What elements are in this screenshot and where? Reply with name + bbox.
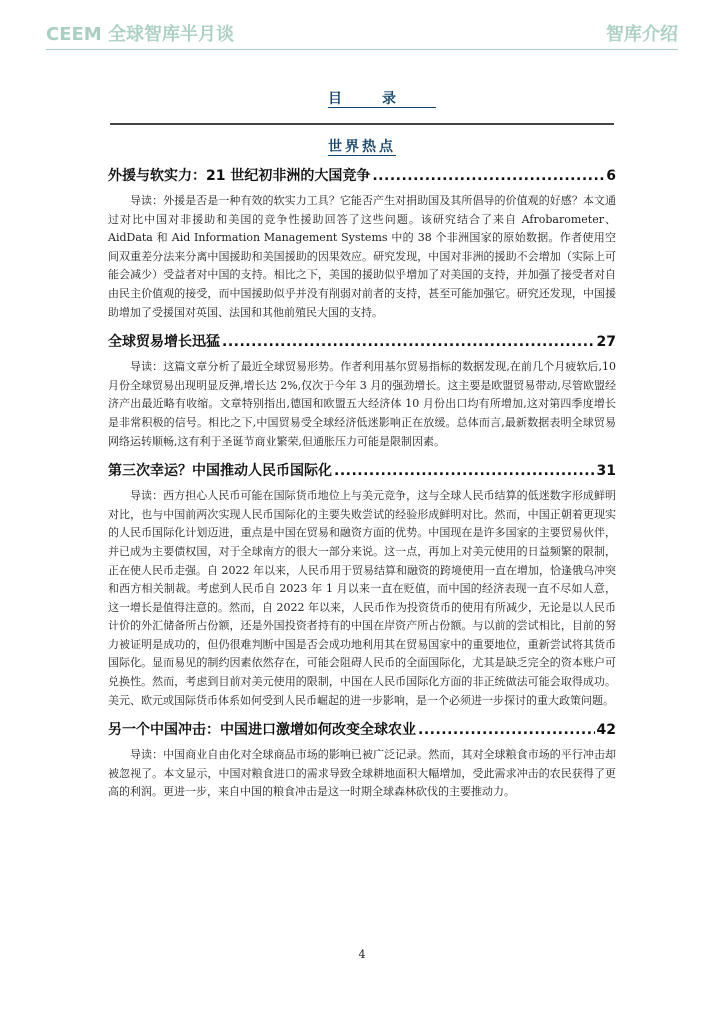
section-heading: 世界热点 — [328, 139, 396, 155]
entry-title-text[interactable]: 第三次幸运？中国推动人民币国际化 — [108, 463, 332, 480]
leader-dots — [222, 332, 595, 352]
entry-summary: 导读：中国商业自由化对全球商品市场的影响已被广泛记录。然而，其对全球粮食市场的平行冲击却被忽视了。本文显示，中国对粮食进口的需求导致全球耕地面积大幅增加，受此需求冲击的农民获得了更高的利润。更进一步，来自中国的粮食冲击是这一时期全球森林砍伐的主要推动力。 — [108, 748, 616, 799]
entry-title-text[interactable]: 另一个中国冲击：中国进口激增如何改变全球农业 — [108, 722, 416, 739]
toc-entry — [108, 461, 616, 710]
entry-page-number[interactable]: 31 — [596, 463, 616, 480]
toc-entry — [108, 720, 616, 802]
toc-entry — [108, 166, 616, 322]
leader-dots — [418, 720, 595, 740]
toc-title: 目录 — [328, 91, 436, 107]
entry-title-text[interactable]: 外援与软实力：21 世纪初非洲的大国竞争 — [108, 168, 371, 184]
entry-summary: 导读：外援是否是一种有效的软实力工具？它能否产生对捐助国及其所倡导的价值观的好感？本文通过对比中国对非援助和美国的竞争性援助回答了这些问题。该研究结合了来自 Afrobarometer、AidData 和 Aid Information Management Systems 中的 38 个非洲国家的原始数据。作者使用空间双重差分法来分离中国援助和美国援助的因果效应。研究发现，中国对非洲的援助不会增加（实际上可能会减少）受益者对中国的支持。相比之下，美国的援助似乎增加了对美国的支持，并加强了接受者对自由民主价值观的接受，而中国援助似乎并没有削弱对前者的支持，甚至可能加强它。研究还发现，中国援助增加了受援国对英国、法国和其他前殖民大国的支持。 — [108, 194, 616, 319]
toc-entry-title[interactable] — [108, 332, 616, 352]
toc-entries — [108, 166, 616, 812]
header-left-title: CEEM 全球智库半月谈 — [46, 24, 234, 45]
entry-title-text[interactable]: 全球贸易增长迅猛 — [108, 334, 220, 351]
entry-page-number[interactable]: 27 — [596, 334, 616, 351]
toc-entry — [108, 332, 616, 451]
entry-summary: 导读：这篇文章分析了最近全球贸易形势。作者利用基尔贸易指标的数据发现,在前几个月疲软后,10 月份全球贸易出现明显反弹,增长达 2%,仅次于今年 3 月的强劲增长。这主要是欧盟贸易带动,尽管欧盟经济产出最近略有收缩。文章特别指出,德国和欧盟五大经济体 10 月份出口均有所增加,这对第四季度增长是非常积极的信号。相比之下,中国贸易受全球经济低迷影响正在放缓。总体而言,最新数据表明全球贸易网络运转顺畅,这有利于圣诞节商业繁荣,但通胀压力可能是限制因素。 — [108, 360, 616, 448]
header-right-title: 智库介绍 — [606, 24, 678, 45]
entry-page-number[interactable]: 42 — [596, 722, 616, 739]
header-rule — [46, 49, 678, 50]
leader-dots — [334, 461, 595, 481]
toc-entry-title[interactable] — [108, 461, 616, 481]
page-number: 4 — [358, 948, 366, 961]
entry-page-number[interactable]: 6 — [606, 168, 616, 184]
page-header — [46, 18, 678, 46]
title-rule — [110, 123, 614, 125]
entry-summary: 导读：西方担心人民币可能在国际货币地位上与美元竞争，这与全球人民币结算的低迷数字形成鲜明对比，也与中国前两次实现人民币国际化的主要失败尝试的经验形成鲜明对比。然而，中国正朝着更现实的人民币国际化计划迈进，重点是中国在贸易和融资方面的优势。中国现在是许多国家的主要贸易伙伴，并已成为主要债权国，对于全球南方的很大一部分来说。这一点，再加上对美元使用的日益频繁的限制，正在使人民币走强。自 2022 年以来，人民币用于贸易结算和融资的跨境使用一直在增加，恰逢俄乌冲突和西方相关制裁。考虑到人民币自 2023 年 1 月以来一直在贬值，而中国的经济表现一直不尽如人意，这一增长是值得注意的。然而，自 2022 年以来，人民币作为投资货币的使用有所减少，无论是以人民币计价的外汇储备所占份额，还是外国投资者持有的中国在岸资产所占份额。与以前的尝试相比，目前的努力被证明是成功的，但仍很难判断中国是否会成功地利用其在贸易国家中的重要地位，重新尝试将其货币国际化。显而易见的制约因素依然存在，可能会阻碍人民币的全面国际化，尤其是缺乏完全的资本账户可兑换性。然而，考虑到目前对美元使用的限制，中国在人民币国际化方面的非正统做法可能会取得成功。美元、欧元或国际货币体系如何受到人民币崛起的进一步影响，是一个必须进一步探讨的重大政策问题。 — [108, 489, 616, 707]
leader-dots — [372, 166, 604, 186]
toc-entry-title[interactable] — [108, 166, 616, 186]
toc-entry-title[interactable] — [108, 720, 616, 740]
